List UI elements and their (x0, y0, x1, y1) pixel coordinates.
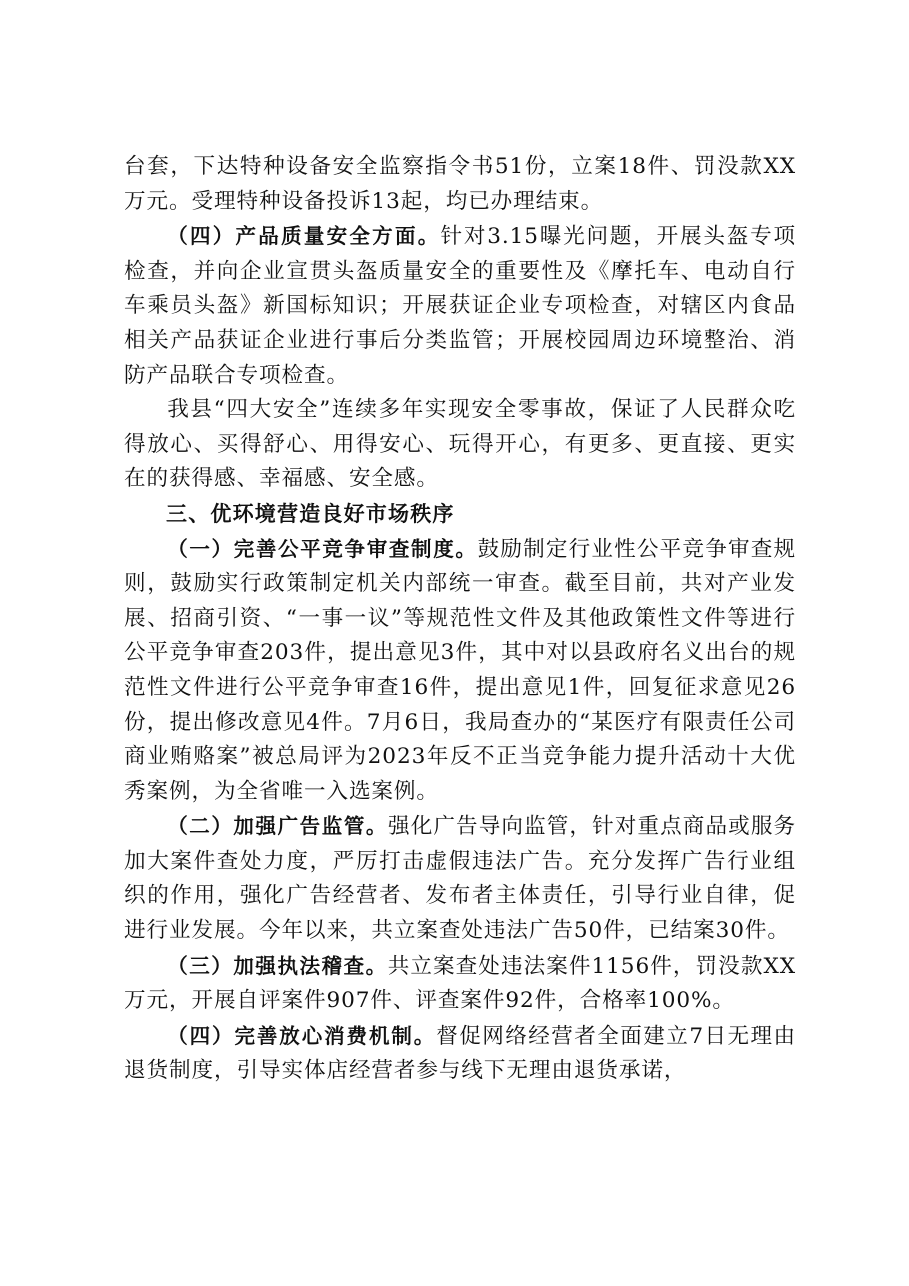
subsection-title: （四）完善放心消费机制。 (167, 1023, 437, 1048)
section-heading: 三、优环境营造良好市场秩序 (166, 501, 455, 526)
paragraph-text: 鼓励制定行业性公平竞争审查规则，鼓励实行政策制定机关内部统一审查。截至目前，共对产业发展、招商引资、“一事一议”等规范性文件及其他政策性文件等进行公平竞争审查203件，提出意见3件，其中对以县政府名义出台的规范性文件进行公平竞争审查16件，提出意见1件，回复征求意见26份，提出修改意见4件。7月6日，我局查办的“某医疗有限责任公司商业贿赂案”被总局评为2023年反不正当竞争能力提升活动十大优秀案例，为全省唯一入选案例。 (124, 536, 796, 804)
paragraph-fair-competition-review (124, 532, 796, 810)
subsection-title: （四）产品质量安全方面。 (167, 224, 441, 249)
subsection-title: （一）完善公平竞争审查制度。 (167, 536, 478, 561)
paragraph-text: 强化广告导向监管，针对重点商品或服务加大案件查处力度，严厉打击虚假违法广告。充分发挥广告行业组织的作用，强化广告经营者、发布者主体责任，引导行业自律，促进行业发展。今年以来，共立案查处违法广告50件，已结案30件。 (124, 814, 797, 944)
paragraph-text: 台套，下达特种设备安全监察指令书51份，立案18件、罚没款XX万元。受理特种设备投诉13起，均已办理结束。 (124, 154, 796, 214)
subsection-title: （二）加强广告监管。 (167, 814, 389, 839)
paragraph-special-equipment-continued (124, 150, 796, 219)
paragraph-text: 督促网络经营者全面建立7日无理由退货制度，引导实体店经营者参与线下无理由退货承诺， (124, 1023, 797, 1084)
subsection-title: （三）加强执法稽查。 (167, 953, 388, 978)
paragraph-consumer-assurance (124, 1019, 796, 1089)
document-body (124, 150, 796, 1089)
paragraph-text: 针对3.15曝光问题，开展头盔专项检查，并向企业宣贯头盔质量安全的重要性及《摩托车、电动自行车乘员头盔》新国标知识；开展获证企业专项检查，对辖区内食品相关产品获证企业进行事后分类监管；开展校园周边环境整治、消防产品联合专项检查。 (124, 224, 796, 388)
paragraph-law-enforcement-inspection (124, 949, 796, 1019)
paragraph-product-quality-safety (124, 219, 796, 393)
paragraph-text: 共立案查处违法案件1156件，罚没款XX万元，开展自评案件907件、评查案件92件，合格率100%。 (124, 953, 797, 1014)
paragraph-text: 我县“四大安全”连续多年实现安全零事故，保证了人民群众吃得放心、买得舒心、用得安心、玩得开心，有更多、更直接、更实在的获得感、幸福感、安全感。 (124, 397, 796, 492)
paragraph-advertising-supervision (124, 809, 796, 948)
paragraph-four-safeties-summary (124, 393, 796, 497)
